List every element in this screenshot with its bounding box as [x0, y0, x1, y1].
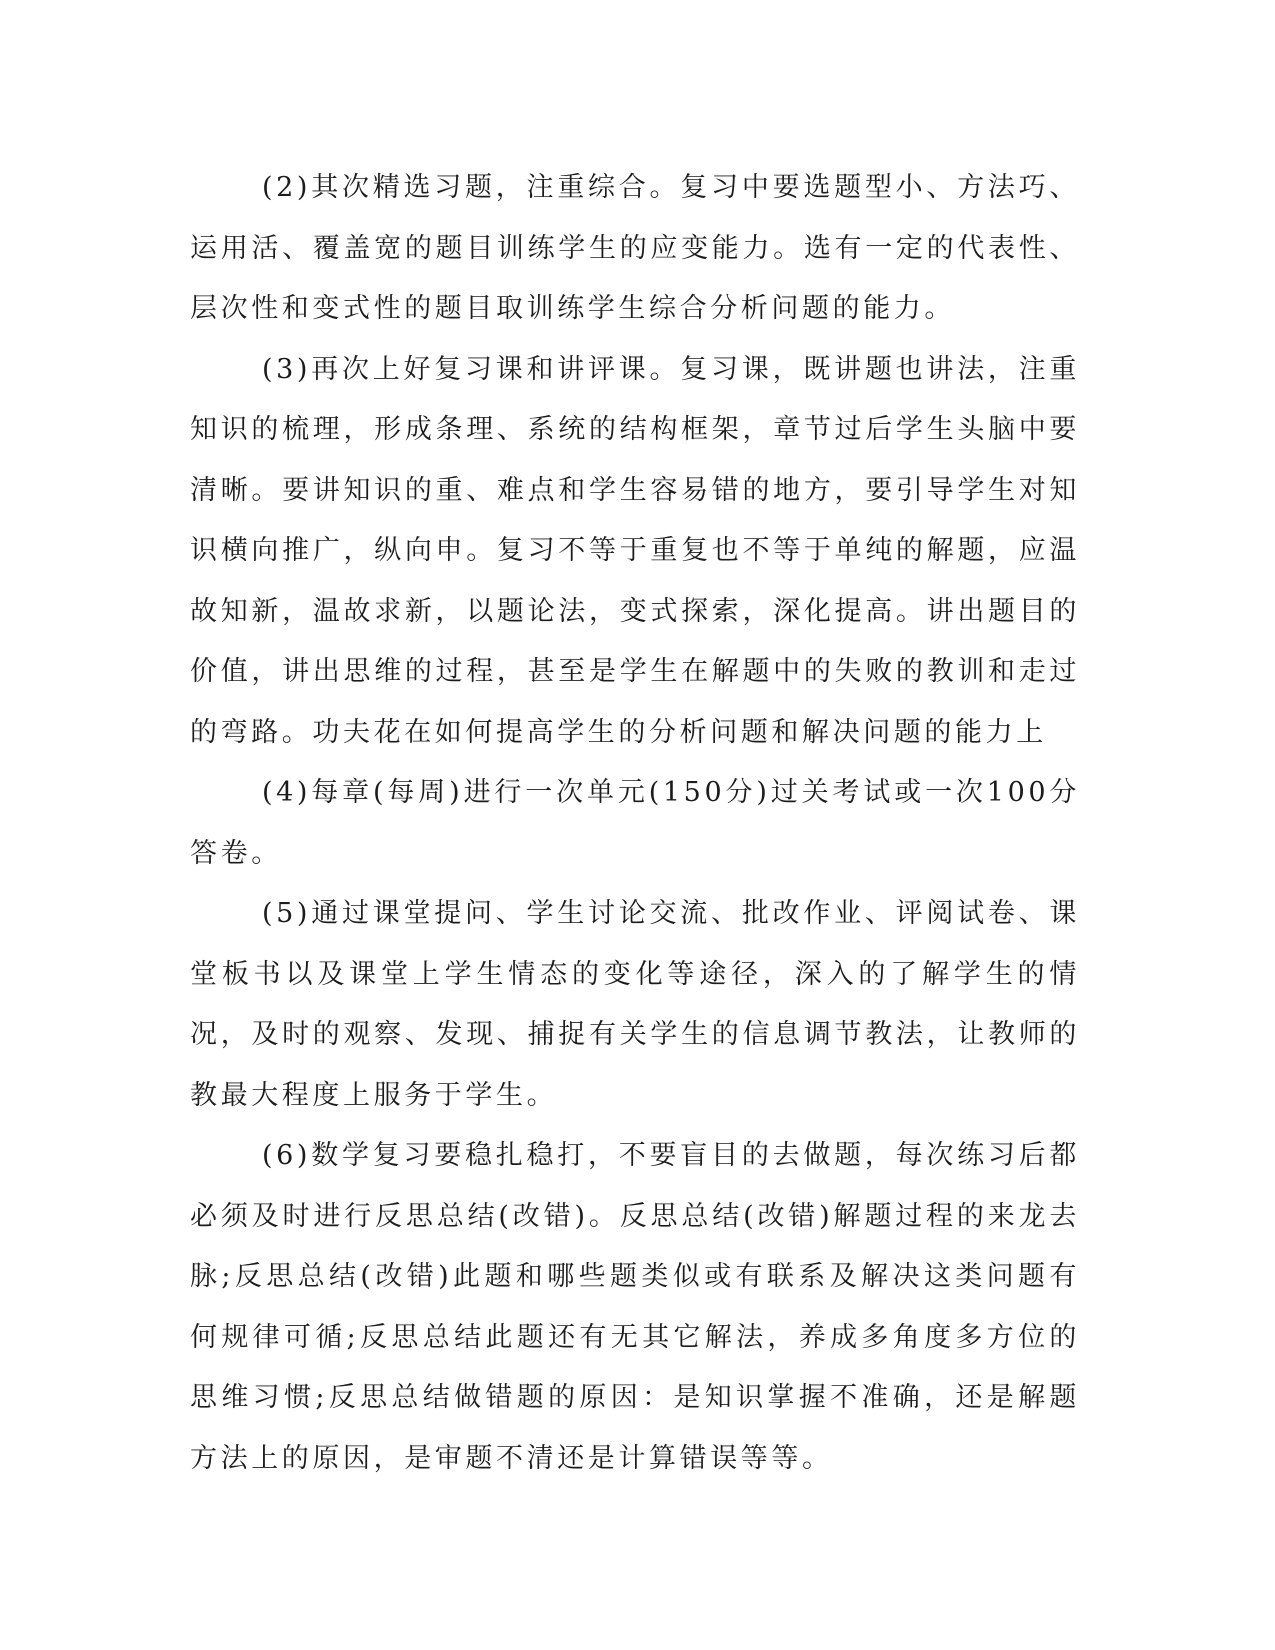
- paragraph-6: (6)数学复习要稳扎稳打，不要盲目的去做题，每次练习后都必须及时进行反思总结(改错)。反思总结(改错)解题过程的来龙去脉;反思总结(改错)此题和哪些题类似或有联系及解决这类问题有何规律可循;反思总结此题还有无其它解法，养成多角度多方位的思维习惯;反思总结做错题的原因：是知识掌握不准确，还是解题方法上的原因，是审题不清还是计算错误等等。: [190, 1140, 1080, 1474]
- paragraph-5: (5)通过课堂提问、学生讨论交流、批改作业、评阅试卷、课堂板书以及课堂上学生情态的变化等途径，深入的了解学生的情况，及时的观察、发现、捕捉有关学生的信息调节教法，让教师的教最大程度上服务于学生。: [190, 898, 1080, 1111]
- paragraph-4: (4)每章(每周)进行一次单元(150分)过关考试或一次100分答卷。: [190, 777, 1080, 869]
- paragraph-3: (3)再次上好复习课和讲评课。复习课，既讲题也讲法，注重知识的梳理，形成条理、系统的结构框架，章节过后学生头脑中要清晰。要讲知识的重、难点和学生容易错的地方，要引导学生对知识横向推广，纵向申。复习不等于重复也不等于单纯的解题，应温故知新，温故求新，以题论法，变式探索，深化提高。讲出题目的价值，讲出思维的过程，甚至是学生在解题中的失败的教训和走过的弯路。功夫花在如何提高学生的分析问题和解决问题的能力上: [190, 353, 1080, 748]
- document-body: [190, 158, 1080, 1489]
- paragraph-2: (2)其次精选习题，注重综合。复习中要选题型小、方法巧、运用活、覆盖宽的题目训练学生的应变能力。选有一定的代表性、层次性和变式性的题目取训练学生综合分析问题的能力。: [190, 172, 1080, 324]
